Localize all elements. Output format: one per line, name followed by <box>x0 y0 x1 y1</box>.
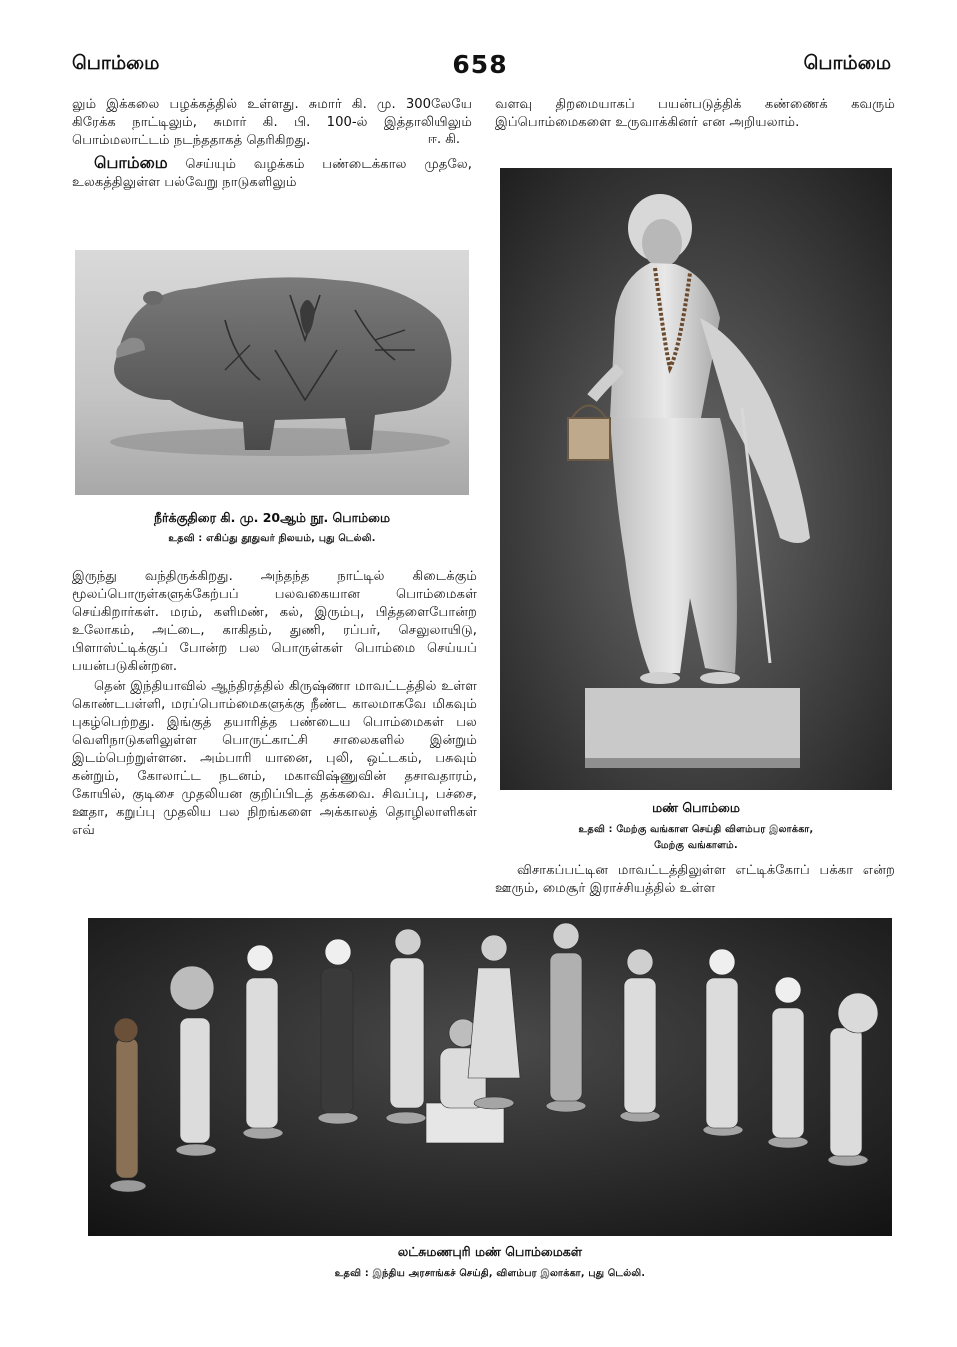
header-left-title: பொம்மை <box>72 52 160 74</box>
left-column-bottom <box>72 568 477 840</box>
figure1-caption: நீர்க்குதிரை கி. மு. 20ஆம் நூ. பொம்மை <box>153 510 391 525</box>
figure2-credit-line1: உதவி : மேற்கு வங்காள செய்தி விளம்பர இலாக்கா, <box>578 824 814 835</box>
right-column-top <box>495 96 895 132</box>
section-lead-word: பொம்மை <box>94 153 168 172</box>
right-bottom-paragraph: விசாகப்பட்டின மாவட்டத்திலுள்ள எட்டிக்கோப் பக்கா என்ற ஊரும், மைசூர் இராச்சியத்தில் உள்ள <box>495 863 895 896</box>
paragraph-3: தென் இந்தியாவில் ஆந்திரத்தில் கிருஷ்ணா மாவட்டத்தில் உள்ள கொண்டபள்ளி, மரப்பொம்மைகளுக்கு நீண்ட காலமாகவே மிகவும் புகழ்பெற்றது. இங்குத் தயாரித்த பண்டைய பொம்மைகள் பல வெளிநாடுகளிலுள்ள பொருட்காட்சி சாலைகளில் இன்றும் இடம்பெற்றுள்ளன. அம்பாரி யானை, புலி, ஒட்டகம், பசுவும் கன்றும், கோலாட்ட நடனம், மகாவிஷ்ணுவின் தசாவதாரம், கோயில், குடிசை முதலியன குறிப்பிடத் தக்கவை. சிவப்பு, பச்சை, ஊதா, கறுப்பு முதலிய பல நிறங்களை அக்காலத் தொழிலாளிகள் எவ் <box>72 679 477 838</box>
clay-figure-photo <box>500 168 892 790</box>
section-paragraph-text: செய்யும் வழக்கம் பண்டைக்கால முதலே, உலகத்திலுள்ள பல்வேறு நாடுகளிலும் <box>72 157 472 190</box>
figure2-caption: மண் பொம்மை <box>652 800 740 815</box>
intro-signature: ஈ. கி. <box>427 132 460 147</box>
right-top-paragraph: வளவு திறமையாகப் பயன்படுத்திக் கண்ணைக் கவரும் இப்பொம்மைகளை உருவாக்கினர் என அறியலாம். <box>495 97 895 130</box>
clay-figures-group-photo <box>88 918 892 1236</box>
left-column-top <box>72 96 472 192</box>
page-number: 658 <box>452 50 508 79</box>
paragraph-2: இருந்து வந்திருக்கிறது. அந்தந்த நாட்டில் கிடைக்கும் மூலப்பொருள்களுக்கேற்பப் பலவகையான பொம்மைகள் செய்கிறார்கள். மரம், களிமண், கல், இரும்பு, பித்தளைபோன்ற உலோகம், அட்டை, காகிதம், துணி, ரப்பர், செலுலாயிடு, பிளாஸ்ட்டிக்குப் போன்ற பல பொருள்கள் பொம்மை செய்யப் பயன்படுகின்றன. <box>72 569 477 674</box>
bottom-figure-caption: லட்சுமணபுரி மண் பொம்மைகள் <box>397 1244 583 1259</box>
figure1-credit: உதவி : எகிப்து தூதுவர் நிலயம், புது டெல்லி. <box>168 533 376 544</box>
intro-paragraph: லும் இக்கலை பழக்கத்தில் உள்ளது. சுமார் கி. மு. 300லேயே கிரேக்க நாட்டிலும், சுமார் கி. பி. 100-ல் இத்தாலியிலும் பொம்மலாட்டம் நடந்ததாகத் தெரிகிறது. <box>72 97 472 148</box>
section-paragraph <box>72 154 472 192</box>
right-column-bottom <box>495 862 895 898</box>
header-right-title: பொம்மை <box>803 52 891 74</box>
bottom-figure-credit: உதவி : இந்திய அரசாங்கச் செய்தி, விளம்பர இலாக்கா, புது டெல்லி. <box>334 1268 646 1279</box>
hippo-figurine-photo <box>75 250 469 495</box>
figure2-credit-line2: மேற்கு வங்காளம். <box>654 840 738 851</box>
